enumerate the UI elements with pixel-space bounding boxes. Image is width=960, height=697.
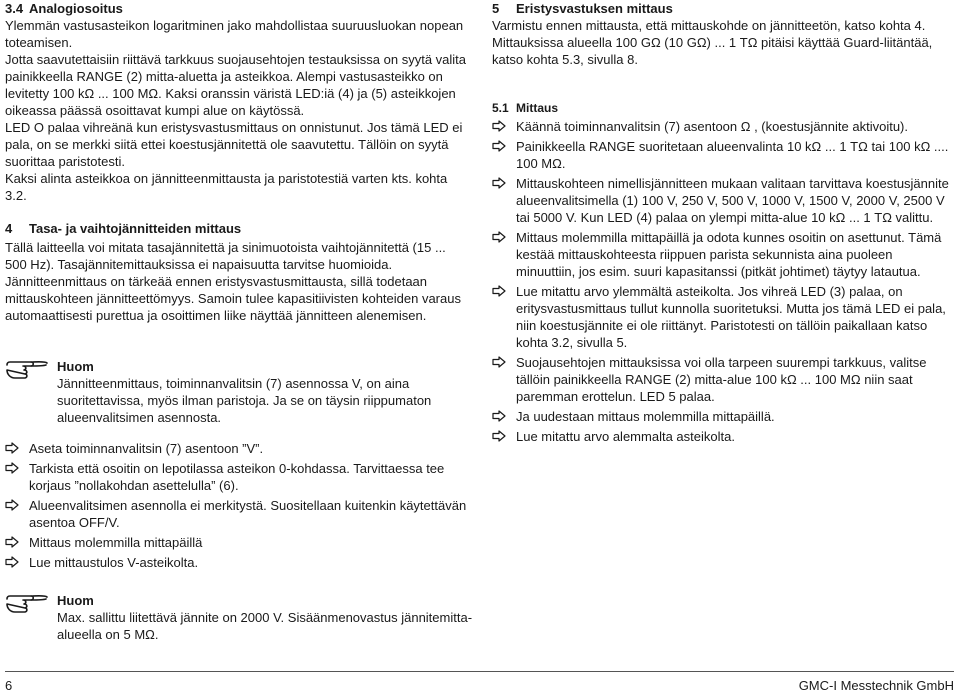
arrow-right-icon xyxy=(492,355,506,369)
list-item: Lue mitattu arvo alemmalta asteikolta. xyxy=(492,428,954,445)
note-2-text: Max. sallittu liitettävä jännite on 2000 V. Sisäänmenovastus jännitemitta-alueella on 5 MΩ. xyxy=(57,610,473,642)
note-2 xyxy=(5,592,497,643)
s4-paragraph-2: Jännitteenmittaus on tärkeää ennen eristysvastusmittausta, sillä todetaan mittauskohteen jännitteettömyys. Samoin tulee kapasitiivisten kohteiden varaus automaattisesti purettua ja osoittimen liike näyttää jännitteen alenemisen. xyxy=(5,274,461,323)
arrow-right-icon xyxy=(492,119,506,133)
section-4-heading: 4 Tasa- ja vaihtojännitteiden mittaus xyxy=(5,221,242,236)
section-5-heading: 5 Eristysvastuksen mittaus xyxy=(492,1,673,16)
note-1-title: Huom xyxy=(57,359,94,374)
list-item: Painikkeella RANGE suoritetaan alueenvalinta 10 kΩ ... 1 TΩ tai 100 kΩ .... 100 MΩ. xyxy=(492,138,954,172)
list-item: Ja uudestaan mittaus molemmilla mittapäillä. xyxy=(492,408,954,425)
arrow-right-icon xyxy=(5,535,19,549)
s34-paragraph-3: LED O palaa vihreänä kun eristysvastusmittaus on onnistunut. Jos tämä LED ei pala, on se merkki siitä ettei koestusjännitettä ole saavutettu. Tällöin on syytä suorittaa paristotesti. xyxy=(5,120,463,169)
s34-paragraph-2: Jotta saavutettaisiin riittävä tarkkuus suojausehtojen testauksissa on syytä valita painikkeella RANGE (2) mitta-aluetta ja asteikkoa. Alempi vastusasteikko on levitetty 100 kΩ ... 100 MΩ. Kaksi oranssin väristä LED:iä (4) ja (5) asteikkojen oikeassa päässä osoittavat kumpi alue on käytössä. xyxy=(5,52,467,118)
company-name: GMC-I Messtechnik GmbH xyxy=(798,678,954,693)
arrow-right-icon xyxy=(5,441,19,455)
s34-paragraph-1: Ylemmän vastusasteikon logaritminen jako mahdollistaa suuruusluokan nopean toteamisen. xyxy=(5,18,464,50)
list-item: Tarkista että osoitin on lepotilassa asteikon 0-kohdassa. Tarvittaessa tee korjaus ”nollakohdan asettelulla” (6). xyxy=(5,460,470,494)
note-1 xyxy=(5,358,470,426)
arrow-right-icon xyxy=(5,498,19,512)
list-item: Suojausehtojen mittauksissa voi olla tarpeen suurempi tarkkuus, valitse tällöin painikkeella RANGE (2) mitta-alue 100 kΩ ... 100 MΩ niin saat paremman erottelun. LED 5 palaa. xyxy=(492,354,954,405)
s5-paragraph-1: Varmistu ennen mittausta, että mittauskohde on jännitteetön, katso kohta 4. xyxy=(492,18,926,33)
pointing-hand-icon xyxy=(5,358,49,384)
arrow-right-icon xyxy=(492,176,506,190)
list-item: Lue mitattu arvo ylemmältä asteikolta. Jos vihreä LED (3) palaa, on eritysvastusmittaus tullut kunnolla suoritetuksi. Mutta jos tämä LED ei pala, niin koestusjännite ei ole riittänyt. Paristotesti on tällöin paikallaan katso kohta 3.2, sivulla 5. xyxy=(492,283,954,351)
section-5-1-heading: 5.1 Mittaus xyxy=(492,101,558,115)
arrow-right-icon xyxy=(492,230,506,244)
list-item: Aseta toiminnanvalitsin (7) asentoon ”V”. xyxy=(5,440,470,457)
arrow-right-icon xyxy=(5,555,19,569)
section-3-4-heading: 3.4 Analogiosoitus xyxy=(5,1,123,16)
s5-paragraph-2: Mittauksissa alueella 100 GΩ (10 GΩ) ... 1 TΩ pitäisi käyttää Guard-liitäntää, katso kohta 5.3, sivulla 8. xyxy=(492,35,933,67)
voltage-steps-list xyxy=(5,440,470,571)
arrow-right-icon xyxy=(492,139,506,153)
list-item: Alueenvalitsimen asennolla ei merkitystä. Suositellaan kuitenkin käytettävän asentoa OFF/V. xyxy=(5,497,470,531)
list-item: Mittauskohteen nimellisjännitteen mukaan valitaan tarvittava koestusjännite alueenvalitsimella (1) 100 V, 250 V, 500 V, 1000 V, 1500 V, 2000 V, 2500 V tai 5000 V. Kun LED (4) palaa on ylempi mitta-alue 10 kΩ ... 1 TΩ valittu. xyxy=(492,175,954,226)
arrow-right-icon xyxy=(492,429,506,443)
pointing-hand-icon xyxy=(5,592,49,618)
measurement-steps-list xyxy=(492,118,954,445)
arrow-right-icon xyxy=(5,461,19,475)
list-item: Mittaus molemmilla mittapäillä xyxy=(5,534,470,551)
arrow-right-icon xyxy=(492,284,506,298)
arrow-right-icon xyxy=(492,409,506,423)
footer-divider xyxy=(5,671,954,672)
list-item: Mittaus molemmilla mittapäillä ja odota kunnes osoitin on asettunut. Tämä kestää mittauskohteesta riippuen parista sekunnista aina puoleen minuuttiin, jos esim. suuri kapasitanssi (pitkät johtimet) täytyy latautua. xyxy=(492,229,954,280)
list-item: Käännä toiminnanvalitsin (7) asentoon Ω , (koestusjännite aktivoitu). xyxy=(492,118,954,135)
list-item: Lue mittaustulos V-asteikolta. xyxy=(5,554,470,571)
note-1-text: Jännitteenmittaus, toiminnanvalitsin (7) asennossa V, on aina suoritettavissa, myös ilman paristoja. Ja se on täysin riippumaton alueenvalitsimen asennosta. xyxy=(57,376,432,425)
s34-paragraph-4: Kaksi alinta asteikkoa on jännitteenmittausta ja paristotestiä varten kts. kohta 3.2. xyxy=(5,171,448,203)
note-2-title: Huom xyxy=(57,593,94,608)
page-number: 6 xyxy=(5,678,13,693)
s4-paragraph-1: Tällä laitteella voi mitata tasajännitettä ja sinimuotoista vaihtojännitettä (15 ... 500 Hz). Tasajännitemittauksissa ei napaisuutta tarvitse huomioida. xyxy=(5,240,446,272)
